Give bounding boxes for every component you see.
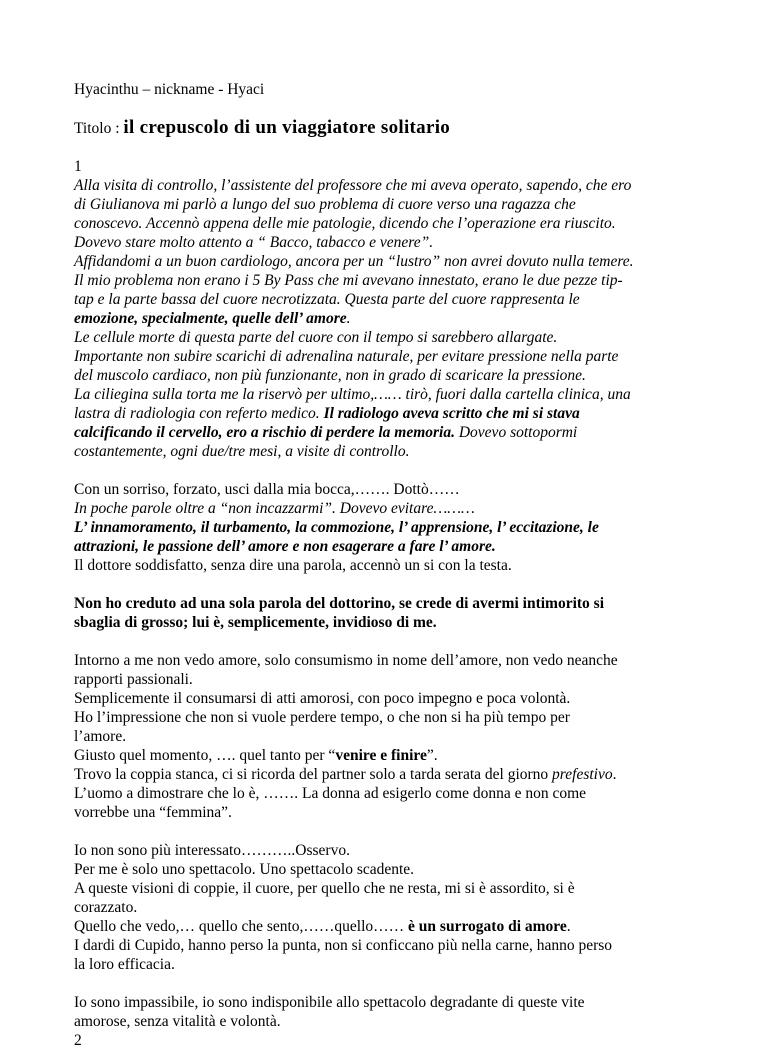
section-number: 1 xyxy=(74,158,82,175)
text-line: sbaglia di grosso; lui è, semplicemente, invidioso di me. xyxy=(74,614,437,631)
paragraph-4 xyxy=(74,651,704,822)
text-line xyxy=(74,917,704,936)
text-line: attrazioni, le passione dell’ amore e non esagerare a fare l’ amore. xyxy=(74,538,496,555)
text-line xyxy=(74,423,704,442)
text-line xyxy=(74,765,704,784)
text-line: Affidandomi a un buon cardiologo, ancora per un “lustro” non avrei dovuto nulla temere. xyxy=(74,253,634,270)
bold-phrase: è un surrogato di amore xyxy=(408,918,567,935)
text-line: Intorno a me non vedo amore, solo consumismo in nome dell’amore, non vedo neanche xyxy=(74,652,618,669)
text-line: I dardi di Cupido, hanno perso la punta, non si conficcano più nella carne, hanno perso xyxy=(74,937,613,954)
text-line: Importante non subire scarichi di adrenalina naturale, per evitare pressione nella parte xyxy=(74,348,619,365)
text-line: Io sono impassibile, io sono indisponibile allo spettacolo degradante di queste vite xyxy=(74,994,585,1011)
bold-phrase: Il radiologo aveva scritto che mi si stava xyxy=(323,405,580,422)
text-line: la loro efficacia. xyxy=(74,956,175,973)
text-span: . xyxy=(612,766,617,783)
text-span: . xyxy=(566,918,571,935)
title-label: Titolo : xyxy=(74,120,120,137)
text-line: La ciliegina sulla torta me la riservò per ultimo,…… tirò, fuori dalla cartella clinica, una xyxy=(74,386,631,403)
text-line: Non ho creduto ad una sola parola del dottorino, se crede di avermi intimorito si xyxy=(74,595,605,612)
text-span: Dovevo sottopormi xyxy=(454,424,578,441)
text-span: ”. xyxy=(426,747,438,764)
section-number: 2 xyxy=(74,1032,82,1049)
paragraph-3 xyxy=(74,594,704,632)
text-line xyxy=(74,746,704,765)
text-line: Il mio problema non erano i 5 By Pass che mi avevano innestato, erano le due pezze tip- xyxy=(74,272,623,289)
text-line: Io non sono più interessato………..Osservo. xyxy=(74,842,350,859)
bold-phrase: emozione, specialmente, quelle dell’ amore xyxy=(74,310,347,327)
title-line xyxy=(74,118,704,138)
text-line xyxy=(74,404,704,423)
text-line: costantemente, ogni due/tre mesi, a visite di controllo. xyxy=(74,443,410,460)
text-line: Con un sorriso, forzato, usci dalla mia bocca,……. Dottò…… xyxy=(74,481,460,498)
bold-phrase: calcificando il cervello, ero a rischio di perdere la memoria. xyxy=(74,424,455,441)
text-line: L’ innamoramento, il turbamento, la commozione, l’ apprensione, l’ eccitazione, le xyxy=(74,519,599,536)
text-span: Quello che vedo,… quello che sento,……quello…… xyxy=(74,918,409,935)
text-span: lastra di radiologia con referto medico. xyxy=(74,405,324,422)
text-line: Il dottore soddisfatto, senza dire una parola, accennò un si con la testa. xyxy=(74,557,512,574)
text-span: Trovo la coppia stanca, ci si ricorda del partner solo a tarda serata del giorno xyxy=(74,766,553,783)
document-title: il crepuscolo di un viaggiatore solitario xyxy=(123,117,451,138)
text-line: Ho l’impressione che non si vuole perdere tempo, o che non si ha più tempo per xyxy=(74,709,570,726)
text-line: Alla visita di controllo, l’assistente del professore che mi aveva operato, sapendo, che ero xyxy=(74,177,632,194)
text-line: conoscevo. Accennò appena delle mie patologie, dicendo che l’operazione era riuscito. xyxy=(74,215,616,232)
text-line: corazzato. xyxy=(74,899,138,916)
section1-block xyxy=(74,176,704,461)
paragraph-5 xyxy=(74,841,704,974)
text-line xyxy=(74,309,704,328)
document-page xyxy=(74,80,704,1050)
italic-phrase: prefestivo xyxy=(552,766,613,783)
text-span: Giusto quel momento, …. quel tanto per “ xyxy=(74,747,336,764)
text-line: tap e la parte bassa del cuore necrotizzata. Questa parte del cuore rappresenta le xyxy=(74,291,580,308)
text-line: L’uomo a dimostrare che lo è, ……. La donna ad esigerlo come donna e non come xyxy=(74,785,587,802)
text-line: Semplicemente il consumarsi di atti amorosi, con poco impegno e poca volontà. xyxy=(74,690,571,707)
text-line: vorrebbe una “femmina”. xyxy=(74,804,232,821)
paragraph-6 xyxy=(74,993,704,1050)
bold-phrase: venire e finire xyxy=(335,747,427,764)
text-line: di Giulianova mi parlò a lungo del suo problema di cuore verso una ragazza che xyxy=(74,196,576,213)
text-line: rapporti passionali. xyxy=(74,671,193,688)
text-line: Dovevo stare molto attento a “ Bacco, tabacco e venere”. xyxy=(74,234,434,251)
text-line: Le cellule morte di questa parte del cuore con il tempo si sarebbero allargate. xyxy=(74,329,558,346)
text-line: In poche parole oltre a “non incazzarmi”. Dovevo evitare……… xyxy=(74,500,475,517)
author-line: Hyacinthu – nickname - Hyaci xyxy=(74,81,265,98)
paragraph-2 xyxy=(74,480,704,575)
text-line: del muscolo cardiaco, non più funzionante, non in grado di scaricare la pressione. xyxy=(74,367,586,384)
text-span: . xyxy=(346,310,351,327)
text-line: l’amore. xyxy=(74,728,127,745)
text-line: Per me è solo uno spettacolo. Uno spettacolo scadente. xyxy=(74,861,415,878)
text-line: A queste visioni di coppie, il cuore, per quello che ne resta, mi si è assordito, si è xyxy=(74,880,575,897)
text-line: amorose, senza vitalità e volontà. xyxy=(74,1013,281,1030)
